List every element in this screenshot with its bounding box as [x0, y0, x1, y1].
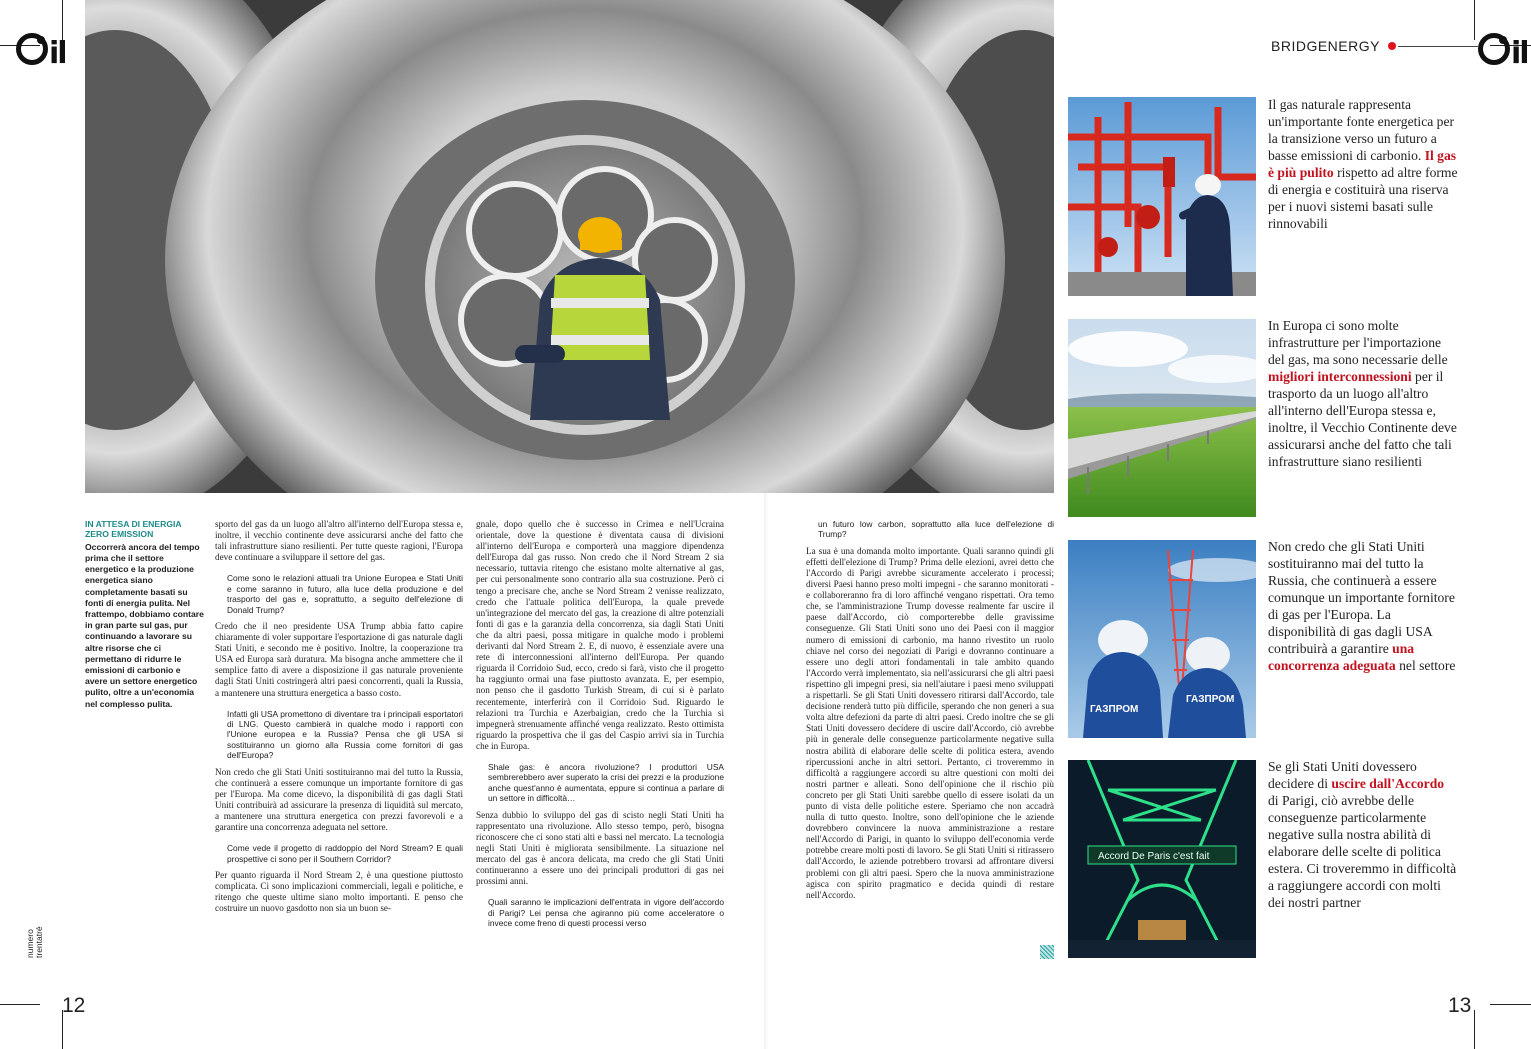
lead-heading: IN ATTESA DI ENERGIA [85, 519, 182, 529]
interview-question: un futuro low carbon, soprattutto alla luce dell'elezione di Trump? [818, 519, 1054, 540]
interview-question: Shale gas: è ancora rivoluzione? I produttori USA sembrerebbero aver superato la crisi dei prezzi e la produzione anche quest'anno è aumentata, eppure si continua a parlare di un settore in difficoltà… [488, 761, 724, 804]
body-paragraph: Credo che il neo presidente USA Trump abbia fatto capire chiaramente di voler supportare l'esportazione di gas naturale dagli Stati Uniti, e secondo me è positivo. Inoltre, la cooperazione tra USA ed Europa sarà duratura. Ma bisogna anche ammettere che il semplice fatto di avere a disposizione il gas naturale proveniente dagli Stati Uniti costringerà altri paesi concorrenti, quali la Russia, a mantenere una struttura energetica a basso costo. [215, 621, 463, 698]
body-paragraph: Per quanto riguarda il Nord Stream 2, è una questione piuttosto complicata. Ci sono implicazioni commerciali, legali e politiche, e ritengo che queste ultime siano molto importanti. E penso che costruire un nuovo gasdotto non sia un buon se- [215, 870, 463, 914]
lead-column [85, 519, 205, 710]
photo-gazprom-workers [1068, 540, 1256, 738]
logo-circle-icon [16, 33, 48, 65]
pull-quote-4 [1268, 758, 1458, 911]
hero-photo-pipeline-worker [85, 0, 1054, 493]
pull-quote-text: di Parigi, ciò avrebbe delle conseguenze particolarmente negative sulla nostra abilità di elaborare delle scelte di politica estera. Ci troveremmo in difficoltà a raggiungere accordi con molti dei nostri partner [1268, 793, 1457, 910]
pull-quote-highlight: migliori interconnessioni [1268, 369, 1412, 384]
pull-quote-text: Se gli Stati Uniti dovessero decidere di [1268, 759, 1417, 791]
crop-mark [1474, 0, 1475, 40]
section-dot-icon [1388, 42, 1396, 50]
text-column-2 [215, 519, 463, 914]
crop-mark [0, 1004, 40, 1005]
end-of-article-mark-icon [1040, 945, 1054, 959]
pull-quote-highlight: uscire dall'Accordo [1331, 776, 1445, 791]
pull-quote-text: per il trasporto da un luogo all'altro all'interno dell'Europa stessa e, inoltre, il Vecchio Continente deve assicurarsi anche del fatto che tali infrastrutture siano resilienti [1268, 369, 1457, 469]
pull-quote-text: Non credo che gli Stati Uniti sostituiranno mai del tutto la Russia, che continuerà a essere comunque un importante fornitore di gas per l'Europa. La disponibilità di gas dagli USA contribuirà a garantire [1268, 539, 1455, 656]
interview-question: Infatti gli USA promettono di diventare tra i principali esportatori di LNG. Questo cambierà in qualche modo i rapporti con l'Unione europea e la Russia? Pensa che gli USA si sostituiranno un giorno alla Russia come fornitori di gas dell'Europa? [227, 708, 463, 761]
crop-mark [1474, 1010, 1475, 1049]
pull-quote-highlight: Il gas è più pulito [1268, 148, 1457, 180]
pull-quote-text: rispetto ad altre forme di energia e costituirà una riserva per i nuovi sistemi basati sulle rinnovabili [1268, 165, 1458, 231]
page-number-left: 12 [62, 994, 86, 1017]
brand-logo-right: il [1478, 33, 1528, 69]
issue-line: numero [25, 929, 35, 958]
photo-eiffel-tower-paris-accord [1068, 760, 1256, 958]
interview-question: Come vede il progetto di raddoppio del Nord Stream? E quali prospettive ci sono per il Southern Corridor? [227, 843, 463, 864]
section-label: BRIDGENERGY [1271, 38, 1380, 54]
page-number-right: 13 [1448, 994, 1472, 1017]
body-paragraph: sporto del gas da un luogo all'altro all'interno dell'Europa stessa e, inoltre, il vecchio continente deve assicurarsi anche del fatto che tali infrastrutture siano resilienti. Per tutte queste ragioni, l'Europa deve continuare a sviluppare il settore del gas. [215, 519, 463, 563]
pull-quote-3 [1268, 538, 1458, 674]
interview-question: Quali saranno le implicazioni dell'entrata in vigore dell'accordo di Parigi? Lei pensa che agiranno più come acceleratore o invece come freno di questi processi verso [488, 897, 724, 929]
text-column-3 [476, 519, 724, 934]
pull-quote-2 [1268, 317, 1458, 470]
issue-line: trentatré [34, 926, 44, 958]
logo-circle-icon [1478, 33, 1510, 65]
body-paragraph: gnale, dopo quello che è successo in Crimea e nell'Ucraina orientale, dove la questione è diventata causa di divisioni all'interno dell'Europa e comporterà una maggiore dipendenza dell'Europa dal gas russo. Non credo che il Nord Stream 2 sia necessario, tuttavia ritengo che esistano molte alternative al gas, per cui personalmente sono contrario alla sua costruzione. Però ci tengo a precisare che, anche se Nord Stream 2 venisse realizzato, credo che l'attuale politica dell'Europa, la quale prevede un'integrazione del mercato del gas, la creazione di altre potenziali fonti di gas e la garanzia della concorrenza, sia dagli Stati Uniti che da altri paesi, possa mitigare in qualche modo i problemi derivanti dal Nord Stream 2. E, di nuovo, è essenziale avere una rete di interconnessioni all'interno dell'Europa. Per quando riguarda il Corridoio Sud, ecco, credo si farà, visto che il progetto ha raggiunto ormai una fase piuttosto avanzata. E, per esempio, non penso che il gasdotto Turkish Stream, di cui si è parlato recentemente, interferirà con il Corridoio Sud. Riguardo le relazioni tra Turchia e Azerbaigian, credo che la Turchia si impegnerà strenuamente affinché venga realizzato. Resto ottimista riguardo la prospettiva che il gas del Caspio arrivi sia in Turchia che in Europa. [476, 519, 724, 751]
pull-quote-highlight: una concorrenza adeguata [1268, 641, 1415, 673]
interview-question: Come sono le relazioni attuali tra Unione Europea e Stati Uniti e come saranno in futuro, alla luce della produzione e del trasporto del gas e, soprattutto, a seguito dell'elezione di Donald Trump? [227, 573, 463, 615]
eiffel-banner-text: Accord De Paris c'est fait [1098, 851, 1210, 862]
body-paragraph: Non credo che gli Stati Uniti sostituiranno mai del tutto la Russia, che continuerà a essere comunque un importante fornitore di gas per l'Europa. Ma come dicevo, la disponibilità di gas dagli Stati Uniti contribuirà ad assicurare la presenza di liquidità sul mercato, a mantenere una struttura energetica con prezzi favorevoli e a garantire una concorrenza adeguata nel settore. [215, 766, 463, 833]
text-column-4 [806, 519, 1054, 901]
pull-quote-text: Il gas naturale rappresenta un'importante fonte energetica per la transizione verso un futuro a basse emissioni di carbonio. [1268, 97, 1455, 163]
pull-quote-text: In Europa ci sono molte infrastrutture per l'importazione del gas, ma sono necessarie delle [1268, 318, 1448, 367]
lead-text: Occorrerà ancora del tempo prima che il settore energetico e la produzione energetica siano completamente basati su fonti di energia pulita. Nel frattempo, dobbiamo contare in gran parte sul gas, pur continuando a lavorare su altre risorse che ci permettano di ridurre le emissioni di carbonio e avere un settore energetico pulito, oltre a un'economia nel complesso pulita. [85, 541, 204, 709]
pull-quote-text: nel settore [1395, 658, 1456, 673]
pull-quote-1 [1268, 96, 1458, 232]
photo-pipeline-field [1068, 319, 1256, 517]
photo-gas-plant-worker [1068, 97, 1256, 296]
crop-mark [1490, 1004, 1531, 1005]
section-rule [1398, 46, 1478, 47]
gazprom-logo-text: ГАЗПРОМ [1186, 694, 1235, 705]
gazprom-logo-text: ГАЗПРОМ [1090, 704, 1139, 715]
lead-heading: ZERO EMISSION [85, 529, 154, 540]
body-paragraph: La sua è una domanda molto importante. Quali saranno quindi gli effetti dell'elezione di Trump? Prima delle elezioni, avrei detto che l'Accordo di Parigi avrebbe sicuramente accelerato i processi; diversi Paesi hanno preso molti impegni - che saranno monitorati - e collaboreranno fra di loro affinché vengano rispettati. Ora temo che, se l'amministrazione Trump dovesse realmente far uscire il paese dall'Accordo, ciò comporterebbe delle gravissime conseguenze. Gli Stati Uniti sono uno dei Paesi con il maggior numero di emissioni di carbonio, ma hanno rivestito un ruolo chiave nel corso dei negoziati di Parigi e dovranno continuare a essere uno degli attori fondamentali in tale ambito quando l'Accordo verrà implementato, sia nell'assicurarsi che gli altri paesi rispettino gli impegni presi, sia nell'aiutare i paesi meno sviluppati a rispettarli. Se gli Stati Uniti dovessero ritirarsi dall'Accordo, tale decisione renderà tutto più difficile, sperando che non generi a sua volta altre defezioni da parte di altri paesi. Credo inoltre che se gli Stati Uniti dovessero decidere di uscire dall'Accordo, ciò avrebbe più in generale delle conseguenze particolarmente negative sulla nostra abilità di elaborare delle scelte di politica estera, avendo ripercussioni anche in altri settori. Pertanto, ci troveremmo in difficoltà a raggiungere accordi su altre questioni con molti dei nostri partner e alleati. Sono dell'opinione che il rischio più concreto per gli Stati Uniti sarebbe quello di essere isolati da un punto di vista delle politiche estere. Speriamo che non accadrà nulla di tutto questo. Inoltre, sono dell'opinione che le aziende dovrebbero convincere la nuova amministrazione a restare nell'Accordo di Parigi, in quanto lo sviluppo dell'economia verde potrebbe creare molti posti di lavoro. Se gli Stati Uniti si ritirassero dall'Accordo, le aziende potrebbero trovarsi ad affrontare diversi problemi con gli altri paesi. Spero che la nuova amministrazione agisca con spirito pragmatico e decida quindi di restare nell'Accordo. [806, 545, 1054, 900]
body-paragraph: Senza dubbio lo sviluppo del gas di scisto negli Stati Uniti ha rappresentato una rivoluzione. Allo stesso tempo, però, bisogna riconoscere che ci sono stati alti e bassi nel mercato. La tecnologia negli Stati Uniti è migliorata sensibilmente. La situazione nel mercato del gas è ancora delicata, ma credo che gli Stati Uniti continueranno a essere uno dei principali produttori di gas nei prossimi anni. [476, 809, 724, 887]
brand-logo-left: il [16, 33, 66, 69]
